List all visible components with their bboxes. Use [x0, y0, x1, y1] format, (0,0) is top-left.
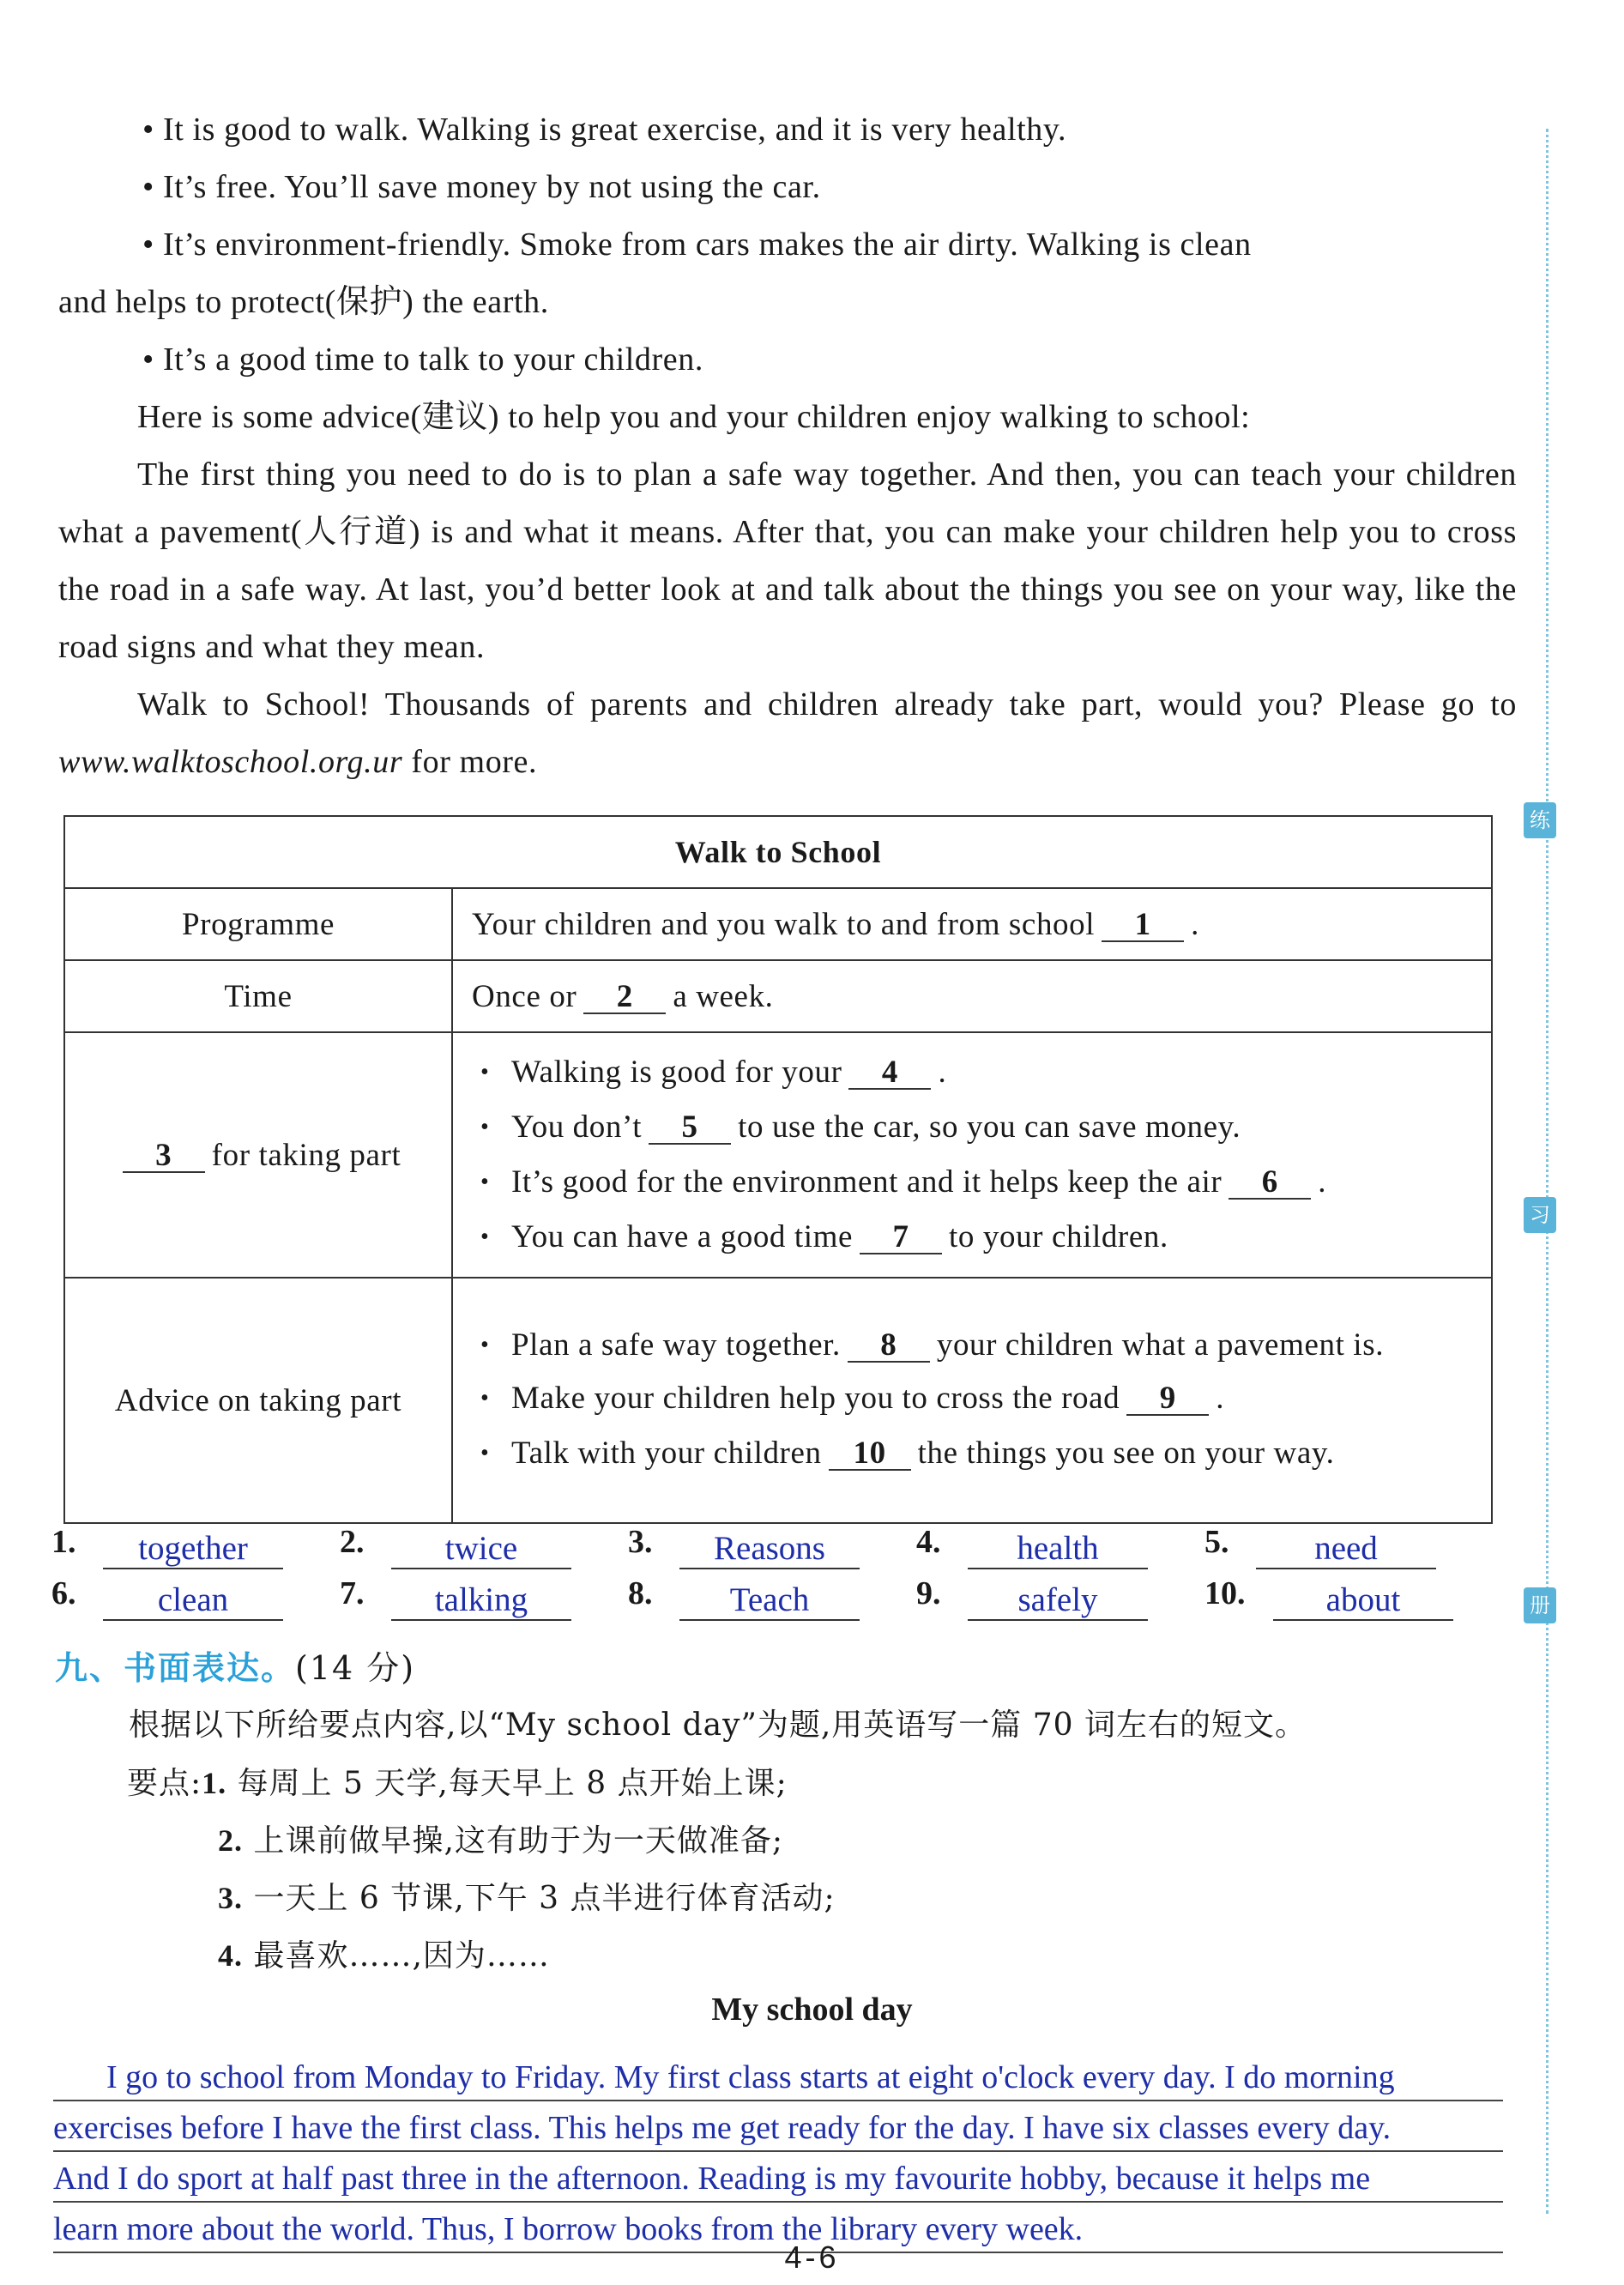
answer-row-1 [51, 1523, 1510, 1575]
essay-line-3: And I do sport at half past three in the afternoon. Reading is my favourite hobby, because it helps me [53, 2152, 1503, 2203]
essay-line-2: exercises before I have the first class. This helps me get ready for the day. I have six classes every day. [53, 2101, 1503, 2152]
side-tab-3: 册 [1524, 1587, 1556, 1623]
row-value-programme: Your children and you walk to and from school 1 . [452, 888, 1492, 960]
answer-7: 7. talking [340, 1575, 365, 1612]
row-label-programme: Programme [64, 888, 452, 960]
answer-7-value: talking [391, 1581, 571, 1621]
blank-2: 2 [583, 982, 666, 1014]
row-label-reasons: 3 for taking part [64, 1032, 452, 1278]
answer-row-2 [51, 1575, 1510, 1626]
blank-9: 9 [1126, 1383, 1209, 1416]
answer-3: 3. Reasons [628, 1523, 653, 1561]
writing-points [127, 1759, 836, 1989]
answer-4: 4. health [916, 1523, 941, 1561]
essay-line-1: I go to school from Monday to Friday. My first class starts at eight o'clock every day. I do morning [53, 2051, 1503, 2101]
essay-title: My school day [711, 1992, 913, 2028]
answer-10: 10. about [1204, 1575, 1246, 1612]
answer-4-value: health [968, 1530, 1148, 1569]
answer-10-value: about [1273, 1581, 1453, 1621]
blank-8: 8 [848, 1330, 930, 1363]
blank-7: 7 [860, 1222, 942, 1254]
writing-point-4: 4. 最喜欢……,因为…… [218, 1938, 550, 1974]
answer-9: 9. safely [916, 1575, 941, 1612]
row-value-time: Once or 2 a week. [452, 960, 1492, 1032]
walk-to-school-table [63, 815, 1493, 1524]
writing-point-3: 3. 一天上 6 节课,下午 3 点半进行体育活动; [218, 1881, 836, 1916]
section-nine-score: (14 分) [295, 1649, 416, 1687]
blank-4: 4 [848, 1057, 931, 1090]
answer-8: 8. Teach [628, 1575, 653, 1612]
margin-dotted-line [1546, 129, 1549, 2214]
writing-point-2: 2. 上课前做早操,这有助于为一天做准备; [218, 1823, 784, 1859]
essay-answer [53, 2051, 1503, 2253]
row-value-reasons [452, 1032, 1492, 1278]
side-tab-1: 练 [1524, 802, 1556, 838]
answer-9-value: safely [968, 1581, 1148, 1621]
answer-6: 6. clean [51, 1575, 76, 1612]
blank-5: 5 [649, 1112, 731, 1145]
writing-point-1: 要点:1. 每周上 5 天学,每天早上 8 点开始上课; [127, 1766, 788, 1801]
side-tab-2: 习 [1524, 1197, 1556, 1233]
passage-paragraph-2: Walk to School! Thousands of parents and children already take part, would you? Please go to www.walktoschool.org.ur for more. [58, 686, 1517, 780]
reason-item-2: • You don’t 5 to use the car, so you can save money. [472, 1100, 1490, 1155]
page-number: 4-6 [784, 2240, 840, 2275]
passage-advice-intro: Here is some advice(建议) to help you and your children enjoy walking to school: [137, 399, 1251, 435]
advice-item-3: • Talk with your children 10 the things you see on your way. [472, 1426, 1490, 1481]
writing-instruction: 根据以下所给要点内容,以“My school day”为题,用英语写一篇 70 词左右的短文。 [129, 1708, 1307, 1743]
passage-url: www.walktoschool.org.ur [58, 744, 403, 780]
answer-6-value: clean [103, 1581, 283, 1621]
advice-item-2: • Make your children help you to cross the road 9 . [472, 1371, 1490, 1426]
answer-2-value: twice [391, 1530, 571, 1569]
reason-item-3: • It’s good for the environment and it helps keep the air 6 . [472, 1155, 1490, 1210]
blank-6: 6 [1229, 1167, 1311, 1200]
table-title: Walk to School [64, 816, 1492, 888]
advice-item-1: • Plan a safe way together. 8 your children what a pavement is. [472, 1320, 1490, 1371]
passage-bullet-2: • It’s free. You’ll save money by not using the car. [142, 169, 821, 205]
reason-item-4: • You can have a good time 7 to your children. [472, 1210, 1490, 1265]
reason-item-1: • Walking is good for your 4 . [472, 1045, 1490, 1100]
passage-bullet-3: • It’s environment-friendly. Smoke from cars makes the air dirty. Walking is clean [142, 227, 1252, 263]
passage-bullet-3-continued: and helps to protect(保护) the earth. [58, 284, 549, 320]
answer-grid [51, 1523, 1510, 1626]
passage-bullet-1: • It is good to walk. Walking is great exercise, and it is very healthy. [142, 112, 1067, 148]
answer-1-value: together [103, 1530, 283, 1569]
blank-10: 10 [829, 1438, 911, 1471]
passage-bullet-4: • It’s a good time to talk to your children. [142, 342, 703, 378]
blank-1: 1 [1102, 910, 1184, 942]
row-value-advice [452, 1278, 1492, 1523]
blank-3: 3 [123, 1140, 205, 1173]
answer-5-value: need [1256, 1530, 1436, 1569]
answer-5: 5. need [1204, 1523, 1229, 1561]
answer-1: 1. together [51, 1523, 76, 1561]
passage-paragraph-1: The first thing you need to do is to plan a safe way together. And then, you can teach your children what a pavement(人行道) is and what it means. After that, you can make your children help you to cross the road in a safe way. At last, you’d better look at and talk about the things you see on your way, like the road signs and what they mean. [58, 456, 1517, 665]
essay-line-4: learn more about the world. Thus, I borrow books from the library every week. [53, 2203, 1503, 2253]
answer-8-value: Teach [679, 1581, 860, 1621]
answer-3-value: Reasons [679, 1530, 860, 1569]
section-nine-title: 九、书面表达。(14 分) [55, 1649, 416, 1687]
answer-2: 2. twice [340, 1523, 365, 1561]
reading-passage [58, 101, 1517, 791]
row-label-time: Time [64, 960, 452, 1032]
row-label-advice: Advice on taking part [64, 1278, 452, 1523]
